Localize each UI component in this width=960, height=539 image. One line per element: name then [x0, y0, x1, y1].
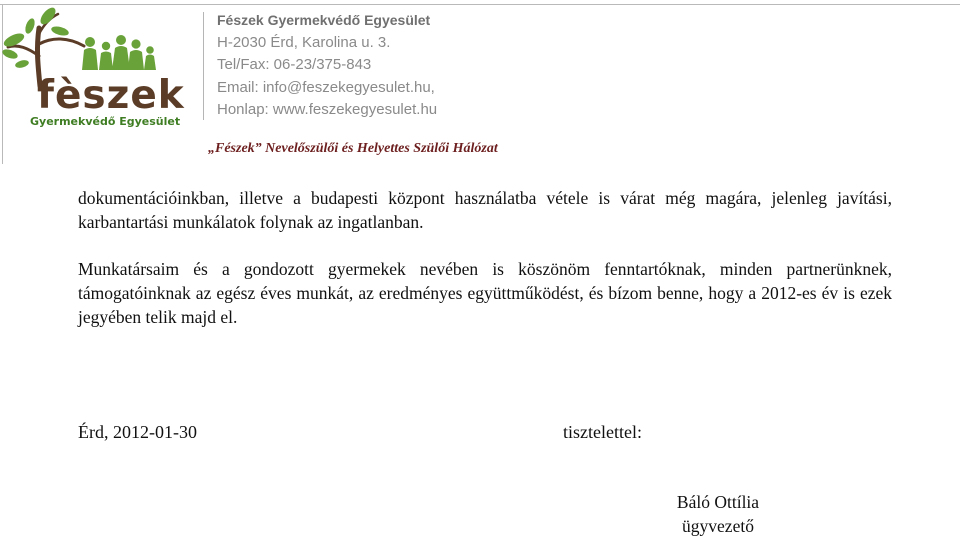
organization-name: Fészek Gyermekvédő Egyesület: [217, 12, 431, 28]
feszek-logo: [0, 4, 200, 139]
header-divider: [203, 12, 204, 120]
leaf: [1, 48, 19, 61]
place-and-date: Érd, 2012-01-30: [78, 422, 197, 442]
organization-website: Honlap: www.feszekegyesulet.hu: [217, 101, 438, 118]
paragraph-2: Munkatársaim és a gondozott gyermekek nevében is köszönöm fenntartóknak, minden partnerünknek, támogatóinknak az egész éves munkát, az eredményes együttműködést, és bízom benne, hogy a 2012-es év is ezek jegyében telik majd el.: [78, 259, 892, 327]
organization-phone: Tel/Fax: 06-23/375-843: [217, 56, 372, 73]
network-name: „Fészek” Nevelőszülői és Helyettes Szülői Hálózat: [208, 141, 498, 156]
signer-name: Báló Ottília: [676, 492, 760, 512]
paragraph-1: dokumentációinkban, illetve a budapesti központ használatba vétele is várat még magára, jelenleg javítási, karbantartási munkálatok folynak az ingatlanban.: [78, 188, 892, 232]
signer-title: ügyvezető: [682, 516, 754, 536]
leaf: [24, 17, 37, 35]
organization-contact-block: [217, 9, 437, 122]
tree-branch-right: [39, 39, 84, 46]
leaf: [50, 25, 69, 37]
signature-block: [666, 490, 770, 538]
letterhead: [0, 4, 960, 164]
logo-tagline: Gyermekvédő Egyesület: [30, 115, 181, 128]
family-figures-icon: [82, 35, 156, 70]
organization-address: H-2030 Érd, Karolina u. 3.: [217, 33, 391, 51]
logo-wordmark: fèszek: [37, 73, 185, 118]
leaf: [14, 59, 29, 69]
organization-email: Email: info@feszekegyesulet.hu,: [217, 78, 435, 96]
closing-salutation: tisztelettel:: [563, 422, 642, 442]
